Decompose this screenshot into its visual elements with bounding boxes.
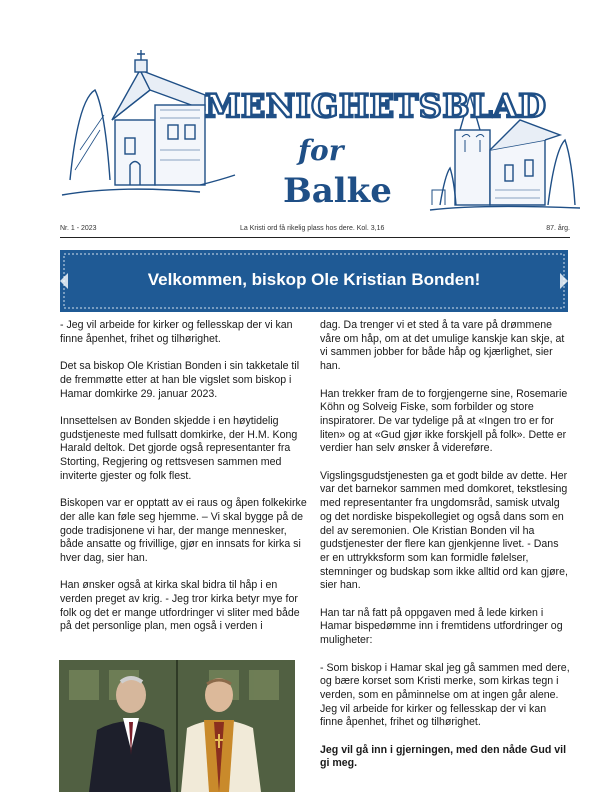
issue-meta-row <box>60 225 570 237</box>
left-paragraph: Biskopen var er opptatt av ei raus og åpen folkekirke der alle kan føle seg hjemme. – Vi skal bygge på de gode tradisjonene vi har, der mange mennesker, både ansatte og frivillige, gjør en innsats for kirka si hver dag, sier han. <box>60 497 307 564</box>
article-photo <box>59 660 295 792</box>
masthead-for: for <box>298 134 344 167</box>
issue-number: Nr. 1 - 2023 <box>60 225 97 232</box>
left-paragraph: Det sa biskop Ole Kristian Bonden i sin takketale til de fremmøtte etter at han ble vigslet som biskop i Hamar domkirke 29. januar 2023. <box>60 360 300 400</box>
right-column <box>320 319 570 785</box>
masthead <box>0 0 607 225</box>
header-rule <box>60 237 570 238</box>
right-paragraph: Vigslingsgudstjenesten ga et godt bilde av dette. Her var det barnekor sammen med domkoret, tekstlesing med representanter fra ungdomsråd, samisk utvalg og det nordiske bispekollegiet og også dans som en del av seremonien. Ole Kristian Bonden vil ha gudstjenester der flere kan gjenkjenne livet. - Dans er en uttrykksform som kan formidle følelser, stemninger og budskap som ikke alltid ord kan gjøre, sier han. <box>320 469 568 592</box>
right-paragraph: dag. Da trenger vi et sted å ta vare på drømmene våre om håp, om at det umulige kanskje kan skje, at vi sammen jobber for både håp og kjærlighet, sier han. <box>320 319 565 373</box>
right-paragraph: Han trekker fram de to forgjengerne sine, Rosemarie Köhn og Solveig Fiske, som forbilder og store inspiratorer. De var tydelige på at «Ingen tro er for liten» og at «Gud gjør ikke forskjell på folk». Dette er verdier han selv ønsker å videreføre. <box>320 387 568 455</box>
volume-year: 87. årg. <box>546 225 570 232</box>
left-paragraph: Innsettelsen av Bonden skjedde i en høytidelig gudstjeneste med fullsatt domkirke, der H.M. Kong Harald deltok. Det gjorde også representanter fra Storting, Regjering og rettsvesen sammen med inviterte gjester og folk flest. <box>60 414 298 482</box>
left-column <box>60 319 308 648</box>
masthead-title: MENIGHETSBLAD <box>205 87 547 125</box>
photo-king-and-bishop <box>59 660 295 792</box>
left-paragraph: - Jeg vil arbeide for kirker og fellesskap der vi kan finne åpenhet, frihet og tilhørighet. <box>60 319 293 345</box>
right-paragraph: - Som biskop i Hamar skal jeg gå sammen med dere, og bære korset som Kristi merke, som kirkas tegn i verden, som en påminnelse om at ingen går alene. Jeg vil arbeide for kirker og fellesskap der vi kan finne åpenhet, frihet og tilhørighet. <box>320 661 570 729</box>
left-paragraph: Han ønsker også at kirka skal bidra til håp i en verden preget av krig. - Jeg tror kirka betyr mye for folk og det er mange utfordringer vi sliter med både på det personlige plan, men også i verden i <box>60 579 300 633</box>
header-verse: La Kristi ord få rikelig plass hos dere. Kol. 3,16 <box>240 225 385 232</box>
article-headline: Velkommen, biskop Ole Kristian Bonden! <box>147 270 481 289</box>
headline-banner <box>60 250 568 312</box>
masthead-place: Balke <box>283 171 392 211</box>
right-paragraph: Han tar nå fatt på oppgaven med å lede kirken i Hamar bispedømme inn i fremtidens utfordringer og muligheter: <box>320 606 563 647</box>
closing-quote: Jeg vil gå inn i gjerningen, med den nåde Gud vil gi meg. <box>320 743 567 770</box>
masthead-illustration <box>0 0 607 225</box>
